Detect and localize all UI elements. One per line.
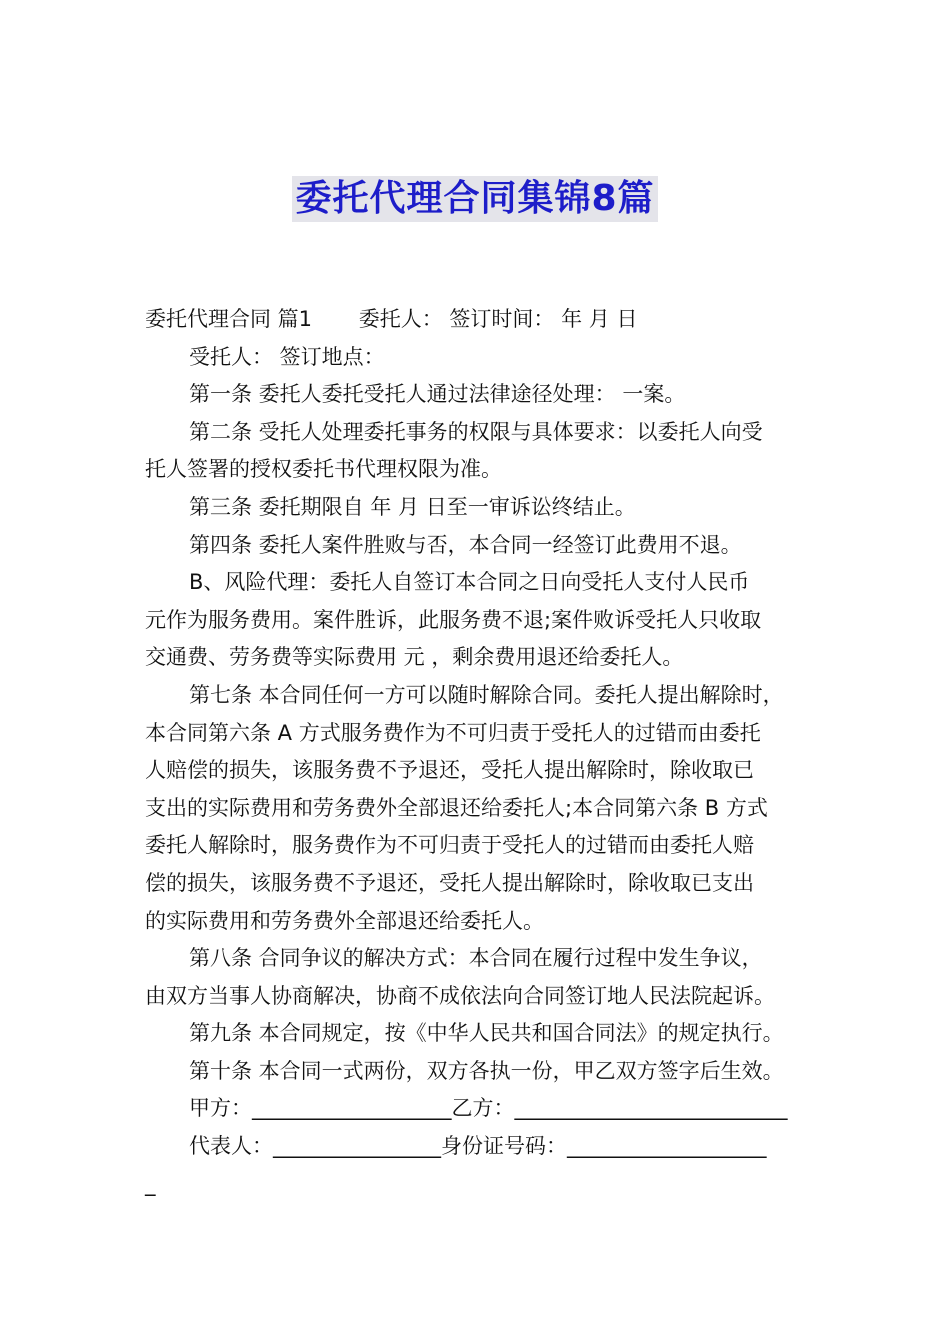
article-4: 第四条 委托人案件胜败与否，本合同一经签订此费用不退。 [189, 532, 742, 557]
article-7-line-1: 第七条 本合同任何一方可以随时解除合同。委托人提出解除时， [189, 682, 784, 707]
article-7-line-6: 偿的损失，该服务费不予退还，受托人提出解除时，除收取已支出 [145, 870, 754, 895]
article-2-line-1: 第二条 受托人处理委托事务的权限与具体要求：以委托人向受 [189, 419, 763, 444]
document-title: 委托代理合同集锦8篇 [292, 176, 657, 222]
signature-representative-line: 代表人：________________身份证号码：___________________ [189, 1134, 767, 1159]
article-7-line-3: 人赔偿的损失，该服务费不予退还，受托人提出解除时，除收取已 [145, 758, 754, 783]
article-7-line-7: 的实际费用和劳务费外全部退还给委托人。 [145, 908, 544, 933]
article-8-line-1: 第八条 合同争议的解决方式：本合同在履行过程中发生争议， [189, 946, 763, 971]
article-3: 第三条 委托期限自 年 月 日至一审诉讼终结止。 [189, 494, 636, 519]
article-10: 第十条 本合同一式两份，双方各执一份，甲乙双方签字后生效。 [189, 1058, 784, 1083]
article-7-line-2: 本合同第六条 A 方式服务费作为不可归责于受托人的过错而由委托 [145, 720, 761, 745]
risk-agency-line-3: 交通费、劳务费等实际费用 元 ，剩余费用退还给委托人。 [145, 645, 684, 670]
article-2-line-2: 托人签署的授权委托书代理权限为准。 [145, 457, 502, 482]
article-1: 第一条 委托人委托受托人通过法律途径处理： 一案。 [189, 382, 686, 407]
signature-party-line: 甲方：___________________乙方：__________________________ [189, 1096, 788, 1121]
article-7-line-5: 委托人解除时，服务费作为不可归责于受托人的过错而由委托人赔 [145, 833, 754, 858]
risk-agency-line-2: 元作为服务费用。案件胜诉，此服务费不退;案件败诉受托人只收取 [145, 607, 762, 632]
title-container [0, 176, 950, 222]
risk-agency-line-1: B、风险代理：委托人自签订本合同之日向受托人支付人民币 [189, 570, 750, 595]
article-8-line-2: 由双方当事人协商解决，协商不成依法向合同签订地人民法院起诉。 [145, 983, 775, 1008]
article-7-line-4: 支出的实际费用和劳务费外全部退还给委托人;本合同第六条 B 方式 [145, 795, 768, 820]
trustee-line: 受托人： 签订地点： [189, 344, 385, 369]
contract-heading-line: 委托代理合同 篇1 委托人： 签订时间： 年 月 日 [145, 307, 638, 331]
article-9: 第九条 本合同规定，按《中华人民共和国合同法》的规定执行。 [189, 1021, 784, 1046]
contract-body [145, 301, 817, 1203]
trailing-underscore: _ [145, 1171, 156, 1196]
